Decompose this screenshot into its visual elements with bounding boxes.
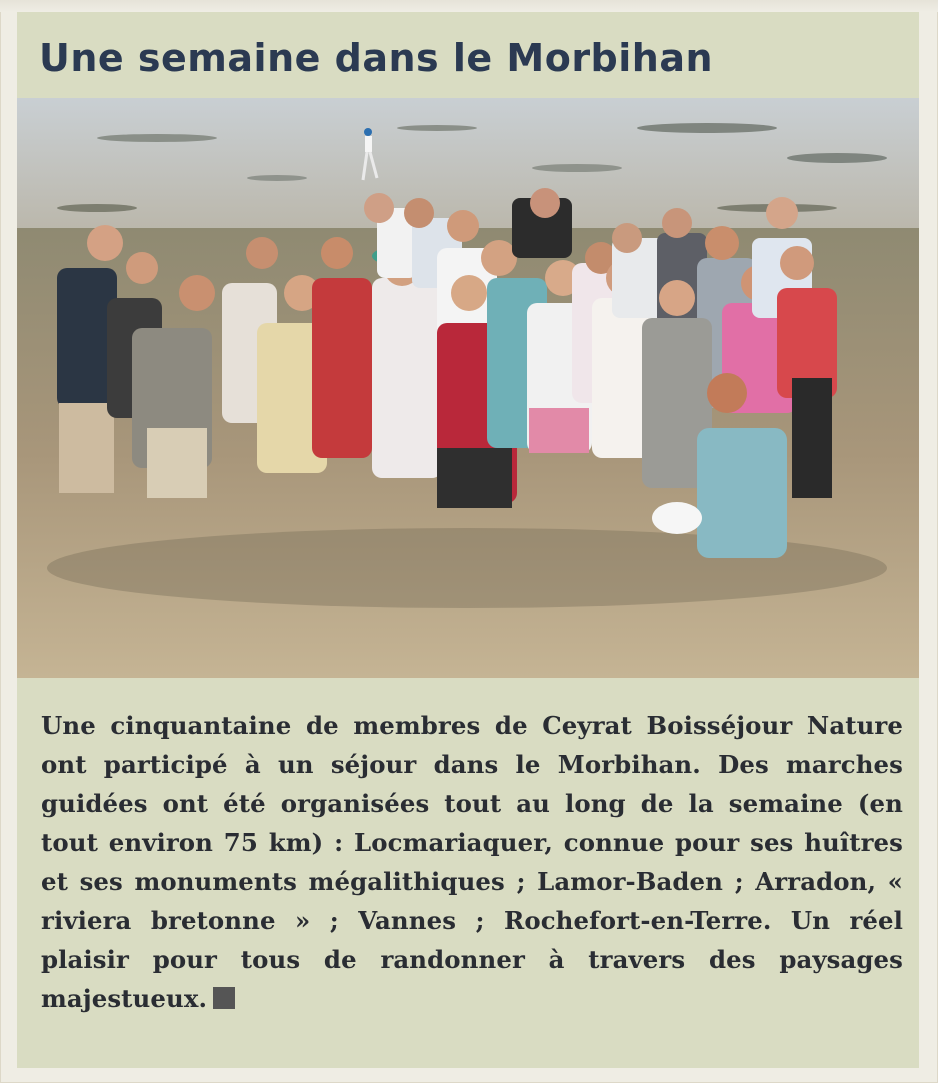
previous-article-strip bbox=[0, 0, 938, 12]
article-headline: Une semaine dans le Morbihan bbox=[39, 36, 714, 80]
article-caption bbox=[41, 706, 903, 1018]
group-photo bbox=[17, 98, 919, 678]
group-photo-illustration bbox=[17, 98, 919, 678]
caption-text: Une cinquantaine de membres de Ceyrat Boisséjour Nature ont participé à un séjour dans le Morbihan. Des marches guidées ont été organisées tout au long de la semaine (en tout environ 75 km) : Locmariaquer, connue pour ses huîtres et ses monuments mégalithiques ; Lamor-Baden ; Arradon, « riviera bretonne » ; Vannes ; Rochefort-en-Terre. Un réel plaisir pour tous de randonner à travers des paysages majestueux. bbox=[41, 711, 903, 1013]
end-of-article-square-icon bbox=[213, 987, 235, 1009]
headline-bar bbox=[17, 12, 919, 98]
caption-box bbox=[17, 678, 919, 1068]
